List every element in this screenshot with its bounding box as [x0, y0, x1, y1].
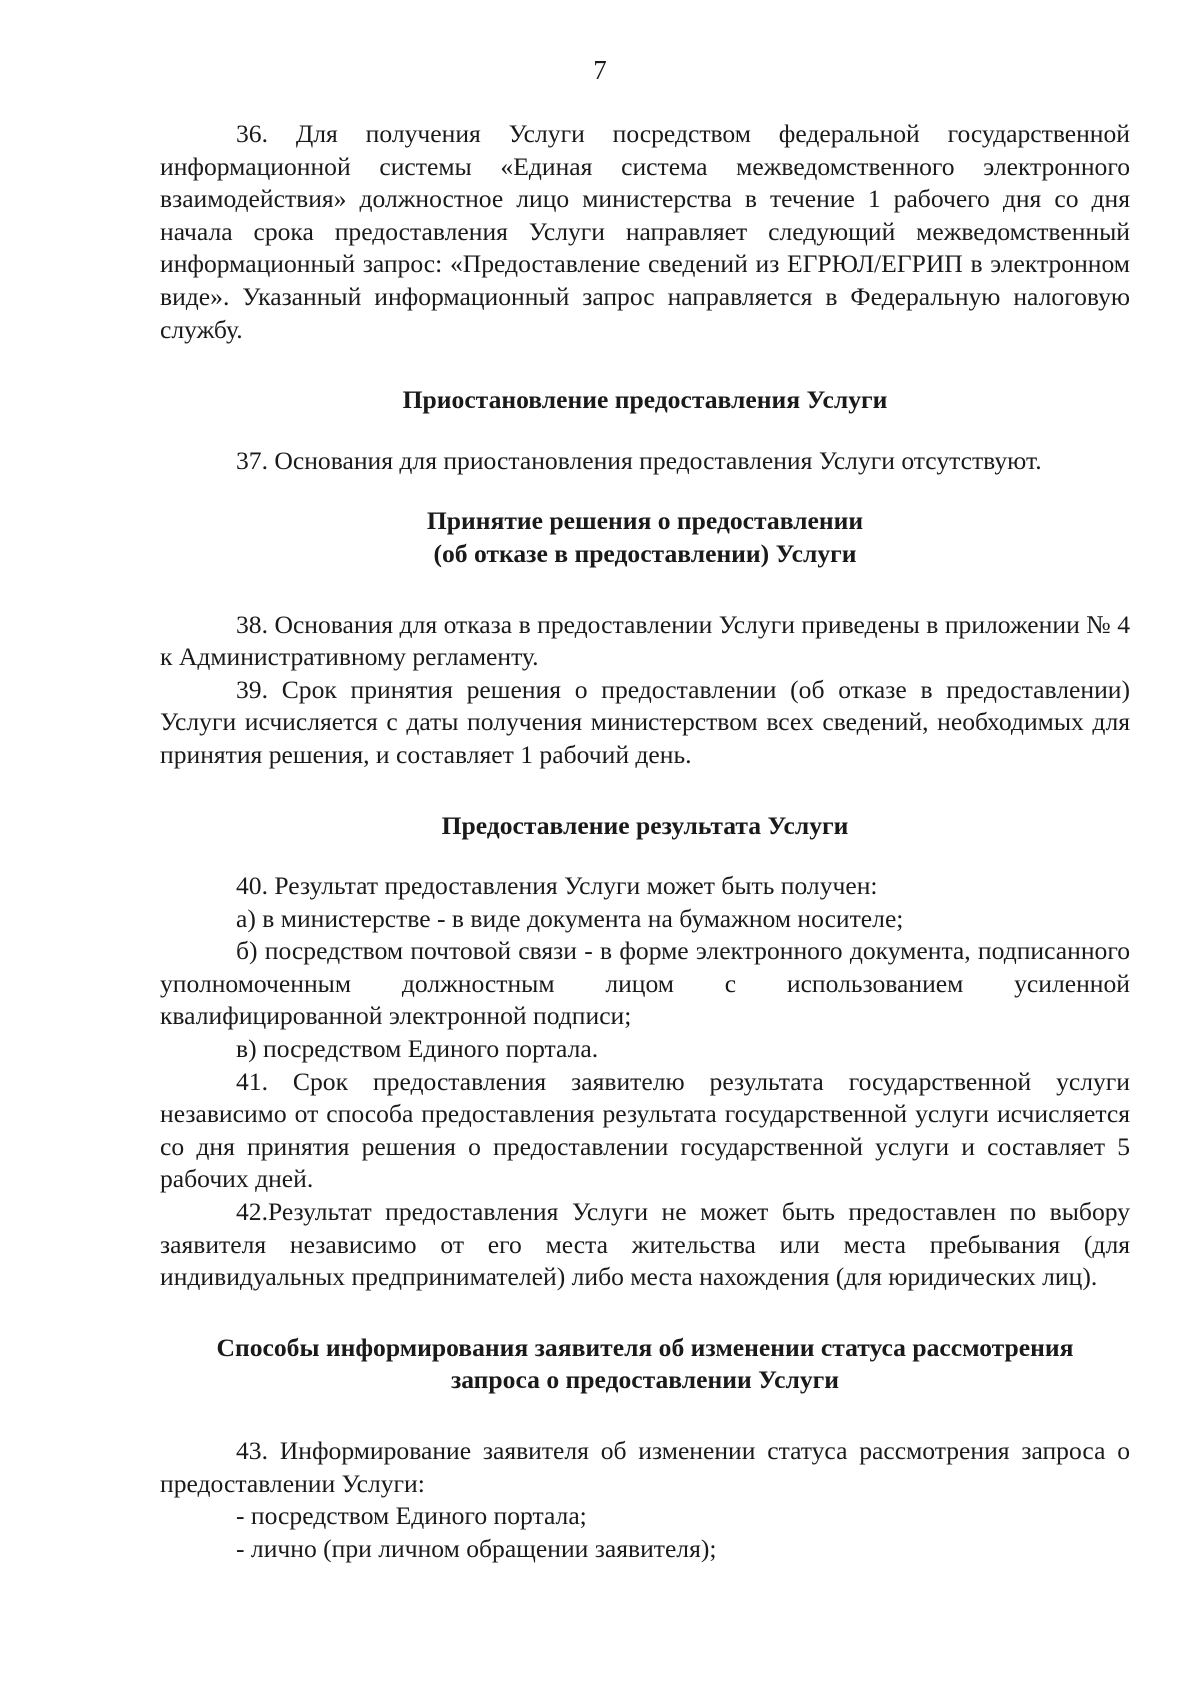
list-item-portal: - посредством Единого портала; — [236, 1501, 587, 1531]
paragraph-36: 36. Для получения Услуги посредством федеральной государственной информационной системы «Единая система межведомственного электронного взаимодействия» должностное лицо министерства в течение 1 рабочего дня со дня начала срока предоставления Услуги направляет следующий межведомственный информационный запрос: «Предоставление сведений из ЕГРЮЛ/ЕГРИП в электронном виде». Указанный информационный запрос направляется в Федеральную налоговую службу. — [160, 119, 1130, 344]
paragraph-39: 39. Срок принятия решения о предоставлении (об отказе в предоставлении) Услуги исчисляется с даты получения министерством всех сведений, необходимых для принятия решения, и составляет 1 рабочий день. — [160, 674, 1130, 769]
paragraph-43: 43. Информирование заявителя об изменении статуса рассмотрения запроса о предоставлении Услуги: — [160, 1436, 1130, 1498]
document-body — [160, 118, 1130, 1565]
heading-suspension: Приостановление предоставления Услуги — [402, 385, 888, 415]
heading-inform-line2: запроса о предоставлении Услуги — [450, 1365, 840, 1395]
paragraph-38: 38. Основания для отказа в предоставлении Услуги приведены в приложении № 4 к Административному регламенту. — [160, 609, 1130, 672]
page-number: 7 — [593, 55, 607, 85]
paragraph-40: 40. Результат предоставления Услуги может быть получен: — [236, 871, 878, 901]
paragraph-41: 41. Срок предоставления заявителю результата государственной услуги независимо от способа предоставления результата государственной услуги исчисляется со дня принятия решения о предоставлении государственной услуги и составляет 5 рабочих дней. — [160, 1066, 1130, 1194]
heading-decision-line2: (об отказе в предоставлении) Услуги — [433, 538, 857, 568]
paragraph-40a: а) в министерстве - в виде документа на бумажном носителе; — [236, 903, 904, 933]
paragraph-40b: б) посредством почтовой связи - в форме электронного документа, подписанного уполномоченным должностным лицом с использованием усиленной квалифицированной электронной подписи; — [160, 936, 1130, 1031]
paragraph-42: 42.Результат предоставления Услуги не может быть предоставлен по выбору заявителя независимо от его места жительства или места пребывания (для индивидуальных предпринимателей) либо места нахождения (для юридических лиц). — [160, 1197, 1130, 1292]
paragraph-37: 37. Основания для приостановления предоставления Услуги отсутствуют. — [236, 445, 1042, 475]
heading-inform-line1: Способы информирования заявителя об изменении статуса рассмотрения — [216, 1332, 1074, 1362]
heading-decision-line1: Принятие решения о предоставлении — [426, 506, 864, 536]
heading-result: Предоставление результата Услуги — [441, 810, 849, 840]
list-item-in-person: - лично (при личном обращении заявителя); — [236, 1533, 717, 1563]
paragraph-40c: в) посредством Единого портала. — [236, 1034, 599, 1064]
